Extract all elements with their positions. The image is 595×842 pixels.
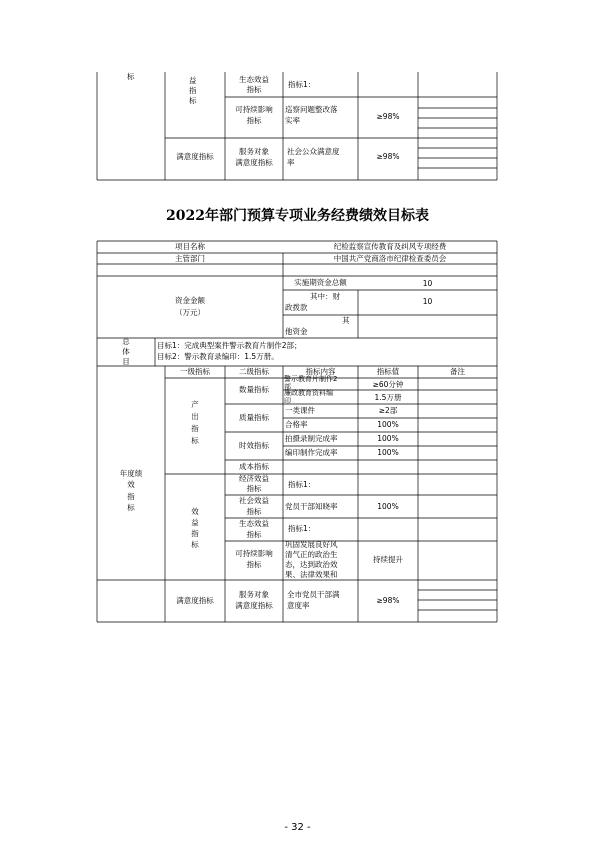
content-ecology: 指标1： (288, 80, 316, 89)
overall-label-1: 总 (122, 337, 130, 346)
annual-label-3: 指 (127, 492, 135, 501)
econ-content: 指标1： (288, 480, 316, 489)
quality-label: 质量指标 (239, 413, 269, 422)
time1-value: 100% (377, 434, 399, 443)
time2-content: 编印制作完成率 (285, 448, 338, 457)
satisfy-l1: 满意度指标 (176, 596, 214, 605)
econ-label-2: 指标 (246, 484, 262, 493)
funds-other-label-2: 他资金 (285, 327, 308, 336)
qty2-content-2: 印 (284, 397, 291, 405)
sustain-label-1: 可持续影响 (235, 549, 273, 558)
benefit-label-4: 标 (191, 540, 199, 549)
l2-satisfy-2: 满意度指标 (235, 158, 273, 167)
header-l1: 一级指标 (180, 367, 210, 376)
overall-goal-1: 目标1：完成典型案件警示教育片制作2部； (157, 341, 302, 350)
sustain-content-3: 态，达到政治效 (285, 560, 338, 569)
sustain-label-2: 指标 (246, 560, 262, 569)
time-label: 时效指标 (239, 441, 269, 450)
benefit-label-2: 益 (191, 518, 199, 527)
time1-content: 拍摄录制完成率 (285, 434, 338, 443)
output-label-2: 出 (191, 412, 199, 421)
header-note: 备注 (450, 367, 465, 376)
dept-label: 主管部门 (175, 254, 205, 263)
funds-label-2: （万元） (175, 308, 205, 317)
qty2-value: 1.5万册 (374, 393, 402, 402)
content-sustain-2: 实率 (285, 116, 300, 125)
l2-ecology-2: 指标 (246, 85, 262, 94)
sustain-content-4: 果、法律效果和 (285, 570, 338, 579)
output-label-1: 产 (191, 400, 199, 409)
quality1-value: ≥2部 (378, 406, 398, 415)
funds-fiscal-value: 10 (422, 297, 433, 306)
quality2-value: 100% (377, 420, 399, 429)
header-l2: 二级指标 (239, 367, 269, 376)
dept-value: 中国共产党商洛市纪律检查委员会 (333, 254, 447, 263)
annual-label-1: 年度绩 (119, 469, 143, 478)
satisfy-content-2: 意度率 (287, 601, 310, 610)
value-sustain: ≥98% (376, 112, 400, 121)
annual-label-2: 效 (127, 480, 135, 489)
page-number: - 32 - (284, 822, 311, 833)
l2-sustain-2: 指标 (246, 116, 262, 125)
overall-label-2: 体 (122, 347, 130, 356)
l1-satisfy: 满意度指标 (176, 152, 214, 161)
benefit-label-1: 效 (191, 507, 199, 516)
funds-total-value: 10 (422, 279, 433, 288)
satisfy-content-1: 全市党员干部满 (287, 590, 340, 599)
overall-goal-2: 目标2：警示教育录编印：1.5万册。 (157, 352, 279, 361)
quality1-content: 一类课件 (285, 406, 315, 415)
output-label-4: 标 (191, 436, 199, 445)
social-value: 100% (377, 502, 399, 511)
funds-other-label-1: 其 (342, 316, 350, 325)
funds-label-1: 资金金额 (175, 296, 205, 305)
sustain-value: 持续提升 (373, 555, 403, 564)
header-value: 指标值 (376, 367, 400, 376)
benefit-label-3: 指 (191, 529, 199, 538)
project-name-label: 项目名称 (175, 242, 205, 251)
time2-value: 100% (377, 448, 399, 457)
fragment-col1-label: 标 (127, 72, 135, 81)
qty1-content-1: 警示教育片制作2 (284, 375, 338, 383)
funds-total-label: 实施期资金总额 (294, 278, 347, 287)
group-label-char: 指 (189, 86, 197, 95)
l2-satisfy-1: 服务对象 (239, 147, 269, 156)
social-content: 党员干部知晓率 (285, 502, 338, 511)
l2-ecology-1: 生态效益 (239, 75, 269, 84)
annual-label-4: 标 (127, 503, 135, 512)
qty2-content-1: 廉政教育资料编 (284, 389, 333, 397)
group-label-char: 益 (189, 76, 197, 85)
eco-label-1: 生态效益 (239, 519, 269, 528)
funds-fiscal-label-1: 其中：财 (310, 292, 340, 301)
satisfy-l2-2: 满意度指标 (235, 601, 273, 610)
header-content: 指标内容 (305, 367, 336, 376)
cost-label: 成本指标 (239, 462, 269, 471)
funds-fiscal-label-2: 政拨款 (285, 303, 308, 312)
page-title: 2022年部门预算专项业务经费绩效目标表 (166, 208, 429, 224)
satisfy-l2-1: 服务对象 (239, 590, 269, 599)
output-label-3: 指 (191, 424, 199, 433)
content-satisfy-1: 社会公众满意度 (287, 147, 340, 156)
overall-label-3: 目 (122, 357, 130, 366)
econ-label-1: 经济效益 (239, 474, 269, 483)
content-satisfy-2: 率 (287, 158, 295, 167)
sustain-content-1: 巩固发展良好风 (285, 540, 338, 549)
content-sustain-1: 巡察问题整改落 (285, 105, 338, 114)
qty1-content-2: 部 (284, 383, 291, 391)
social-label-2: 指标 (246, 507, 262, 516)
social-label-1: 社会效益 (239, 496, 269, 505)
qty1-value: ≥60分钟 (372, 380, 404, 389)
eco-content: 指标1： (288, 524, 316, 533)
project-name-value: 纪检监察宣传教育及纠风专项经费 (333, 242, 447, 251)
eco-label-2: 指标 (246, 530, 262, 539)
quality2-content: 合格率 (285, 420, 308, 429)
l2-sustain-1: 可持续影响 (235, 105, 273, 114)
sustain-content-2: 清气正的政治生 (285, 550, 338, 559)
value-satisfy: ≥98% (376, 152, 400, 161)
group-label-char: 标 (189, 96, 197, 105)
satisfy-value: ≥98% (376, 596, 400, 605)
qty-label: 数量指标 (239, 385, 269, 394)
